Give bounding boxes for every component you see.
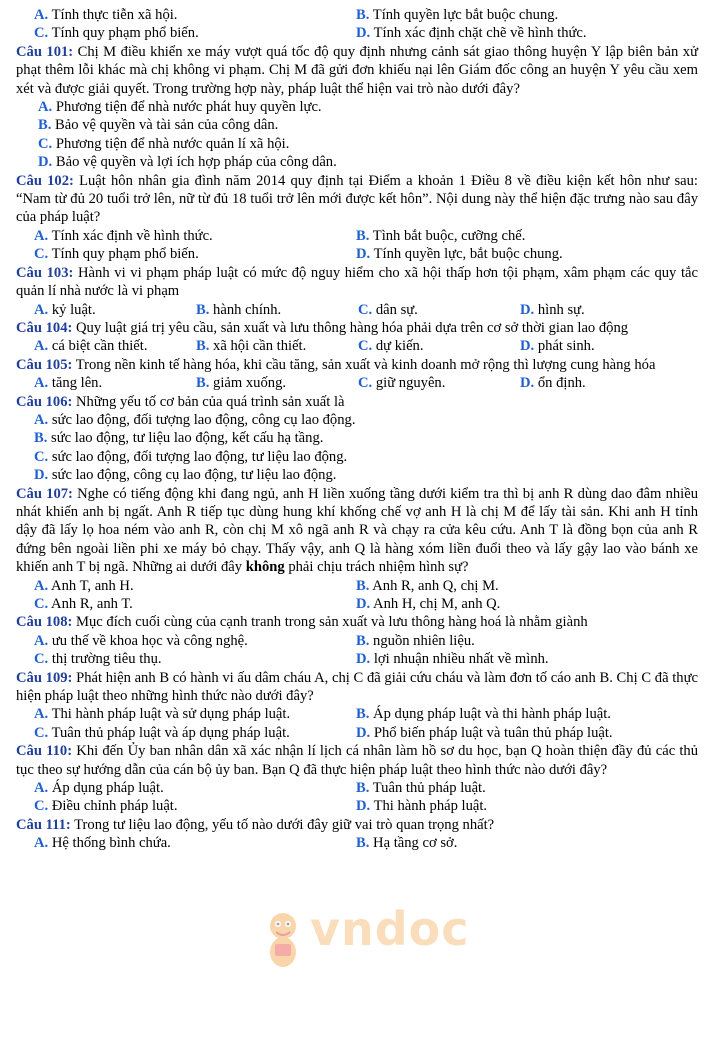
option-b: B. sức lao động, tư liệu lao động, kết cấu hạ tầng. <box>34 430 324 447</box>
option-c: C. Anh R, anh T. <box>34 596 133 612</box>
mascot-icon <box>258 908 308 972</box>
options <box>16 411 698 485</box>
top-options <box>16 6 698 43</box>
option-b: B. Áp dụng pháp luật và thi hành pháp luật. <box>356 706 611 723</box>
option-c: C. Điều chỉnh pháp luật. <box>34 798 178 815</box>
option-d: D. sức lao động, công cụ lao động, tư liệu lao động. <box>34 467 337 484</box>
question-103 <box>16 264 698 319</box>
question-109 <box>16 669 698 743</box>
option-b: B. hành chính. <box>196 301 282 318</box>
options <box>16 301 698 319</box>
option-c: C. Tính quy phạm phổ biến. <box>34 25 199 42</box>
question-102 <box>16 172 698 264</box>
options <box>16 705 698 742</box>
vndoc-watermark <box>258 902 470 978</box>
option-a: A. sức lao động, đối tượng lao động, công cụ lao động. <box>34 411 356 428</box>
question-105 <box>16 356 698 393</box>
option-c: C. thị trường tiêu thụ. <box>34 651 162 668</box>
option-d: D. Tính xác định chặt chẽ về hình thức. <box>356 25 587 42</box>
option-a: A. Phương tiện để nhà nước phát huy quyền lực. <box>38 99 322 116</box>
options <box>16 577 698 614</box>
question-107 <box>16 485 698 614</box>
option-a: A. tăng lên. <box>34 375 103 392</box>
option-c: C. Tuân thủ pháp luật và áp dụng pháp luật. <box>34 724 290 741</box>
option-b: B. Tuân thủ pháp luật. <box>356 780 486 797</box>
question-text: Câu 111: Trong tư liệu lao động, yếu tố nào dưới đây giữ vai trò quan trọng nhất? <box>16 816 495 833</box>
options <box>16 632 698 669</box>
option-b: B. Hạ tầng cơ sở. <box>356 835 458 852</box>
option-c: C. Phương tiện để nhà nước quản lí xã hội. <box>38 135 290 152</box>
option-a: A. kỷ luật. <box>34 301 96 318</box>
option-d: D. Anh H, chị M, anh Q. <box>356 596 501 612</box>
question-text: Câu 110: Khi đến Ủy ban nhân dân xã xác nhận lí lịch cá nhân làm hồ sơ du học, bạn Q hoàn thiện đầy đủ các thủ tục theo sự hướng dẫn của cán bộ ủy ban. Bạn Q đã thực hiện pháp luật theo hình thức nào dưới đây? <box>16 743 698 778</box>
option-b: B. giảm xuống. <box>196 375 287 392</box>
question-text: Câu 104: Quy luật giá trị yêu cầu, sản xuất và lưu thông hàng hóa phải dựa trên cơ sở thời gian lao động <box>16 319 629 336</box>
option-d: D. Phổ biến pháp luật và tuân thủ pháp luật. <box>356 724 613 741</box>
option-d: D. lợi nhuận nhiều nhất về mình. <box>356 651 549 668</box>
question-106 <box>16 393 698 485</box>
options <box>16 98 698 172</box>
option-c: C. dự kiến. <box>358 338 424 355</box>
question-text: Câu 106: Những yếu tố cơ bản của quá trình sản xuất là <box>16 393 345 410</box>
options <box>16 834 698 852</box>
option-c: C. Tính quy phạm phổ biến. <box>34 246 199 263</box>
question-101 <box>16 43 698 172</box>
question-text: Câu 101: Chị M điều khiển xe máy vượt quá tốc độ quy định nhưng cảnh sát giao thông huyện Y lập biên bản xử phạt thêm lỗi khác mà chị không vi phạm. Chị M đã gửi đơn khiếu nại lên Giám đốc công an huyện Y yêu cầu xem xét và được giải quyết. Trong trường hợp này, pháp luật thể hiện vai trò nào dưới đây? <box>16 43 698 97</box>
exam-page <box>16 6 698 853</box>
option-b: B. Bảo vệ quyền và tài sản của công dân. <box>38 117 279 134</box>
option-a: A. Áp dụng pháp luật. <box>34 780 164 797</box>
option-d: D. Tính quyền lực, bắt buộc chung. <box>356 246 563 263</box>
question-text: Câu 108: Mục đích cuối cùng của cạnh tranh trong sản xuất và lưu thông hàng hoá là nhằm giành <box>16 614 588 631</box>
option-c: C. sức lao động, đối tượng lao động, tư liệu lao động. <box>34 448 348 465</box>
question-text: Câu 109: Phát hiện anh B có hành vi ấu dâm cháu A, chị C đã giải cứu cháu và làm đơn tố cáo anh B. Chị C đã thực hiện pháp luật theo những hình thức nào dưới đây? <box>16 669 698 705</box>
option-d: D. phát sinh. <box>520 338 595 355</box>
option-b: B. nguồn nhiên liệu. <box>356 632 475 649</box>
option-b: B. Tình bắt buộc, cưỡng chế. <box>356 227 526 244</box>
options <box>16 337 698 355</box>
option-d: D. hình sự. <box>520 301 585 318</box>
question-111 <box>16 816 698 853</box>
question-text: Câu 103: Hành vi vi phạm pháp luật có mức độ nguy hiểm cho xã hội thấp hơn tội phạm, xâm phạm các quy tắc quản lí nhà nước là vi phạm <box>16 264 698 300</box>
question-text: Câu 105: Trong nền kinh tế hàng hóa, khi cầu tăng, sản xuất và kinh doanh mở rộng thì lượng cung hàng hóa <box>16 356 656 373</box>
option-a: A. Anh T, anh H. <box>34 577 134 594</box>
options <box>16 779 698 816</box>
watermark-text: vndoc <box>310 902 470 956</box>
question-text: Câu 107: Nghe có tiếng động khi đang ngủ, anh H liền xuống tầng dưới kiểm tra thì bị anh R dùng dao đâm nhiều nhát khiến anh bị ngất. Anh R tiếp tục dùng hung khí khống chế vợ anh H là chị M để lấy tài sản. Khi anh H tỉnh dậy đã lấy lọ hoa ném vào anh R, còn chị M xô ngã anh R và chạy ra cửa kêu cứu. Anh T là đồng bọn của anh R đứng bên ngoài liền phi xe máy bỏ chạy. Thấy vậy, anh Q là hàng xóm liền đuổi theo và lấy gậy lao vào bánh xe khiến anh T bị ngã. Những ai dưới đây không phải chịu trách nhiệm hình sự? <box>16 485 698 576</box>
option-a: A. Hệ thống bình chứa. <box>34 835 171 852</box>
option-b: B. Anh R, anh Q, chị M. <box>356 577 499 594</box>
option-a: A. Tính thực tiễn xã hội. <box>34 7 178 23</box>
option-c: C. giữ nguyên. <box>358 375 446 392</box>
options <box>16 227 698 264</box>
question-text: Câu 102: Luật hôn nhân gia đình năm 2014 quy định tại Điểm a khoản 1 Điều 8 về điều kiện kết hôn như sau: “Nam từ đủ 20 tuổi trở lên, nữ từ đủ 18 tuổi trở lên mới được kết hôn”. Nội dung này thể hiện đặc trưng nào sau đây của pháp luật? <box>16 172 698 226</box>
option-c: C. dân sự. <box>358 301 418 318</box>
option-b: B. xã hội cần thiết. <box>196 338 307 355</box>
option-a: A. cá biệt cần thiết. <box>34 338 148 355</box>
question-110 <box>16 742 698 816</box>
option-d: D. ổn định. <box>520 375 586 392</box>
question-108 <box>16 613 698 668</box>
question-104 <box>16 319 698 356</box>
options <box>16 374 698 392</box>
option-d: D. Bảo vệ quyền và lợi ích hợp pháp của công dân. <box>38 154 337 171</box>
option-d: D. Thi hành pháp luật. <box>356 798 488 815</box>
option-b: B. Tính quyền lực bắt buộc chung. <box>356 7 559 23</box>
option-a: A. ưu thế về khoa học và công nghệ. <box>34 632 248 649</box>
option-a: A. Tính xác định về hình thức. <box>34 227 213 244</box>
option-a: A. Thi hành pháp luật và sử dụng pháp luật. <box>34 706 291 723</box>
